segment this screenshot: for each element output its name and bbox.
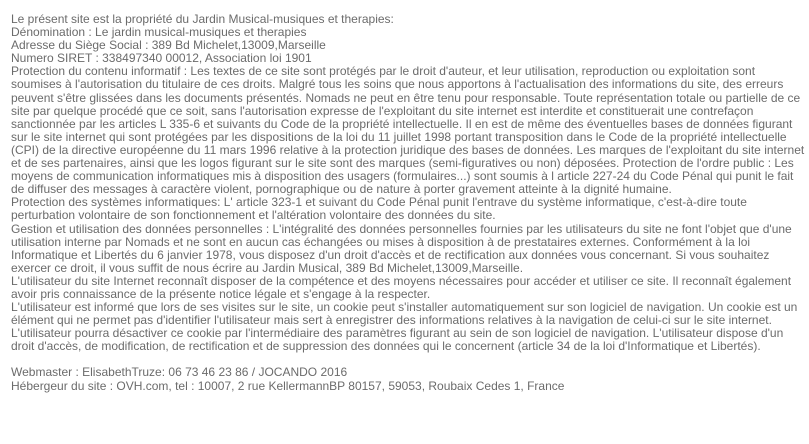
- user-acknowledgement-paragraph: L'utilisateur du site Internet reconnaît disposer de la compétence et des moyens nécessaires pour accéder et utiliser ce site. Il reconnaît également avoir pris connaissance de la présente notice légale et s'engage à la respecter.: [11, 273, 792, 301]
- legal-notice: [11, 13, 807, 393]
- intro-line: Le présent site est la propriété du Jardin Musical-musiques et therapies:: [11, 12, 394, 26]
- content-protection-paragraph: Protection du contenu informatif : Les textes de ce site sont protégés par le droit d'auteur, et leur utilisation, reproduction ou exploitation sont soumises à l'autorisation du titulaire de ces droits. Malgré tous les soins que nous apportons à l'actualisation des informations du site, des erreurs peuvent s'être glissées dans les documents présentés. Nomads ne peut en être tenu pour responsable. Toute représentation totale ou partielle de ce site par quelque procédé que ce soit, sans l'autorisation expresse de l'exploitant du site internet est interdite et constituerait une contrefaçon sanctionnée par les articles L 335-6 et suivants du Code de la propriété intellectuelle. Il en est de même des éventuelles bases de données figurant sur le site internet qui sont protégées par les dispositions de la loi du 11 juillet 1998 portant transposition dans le Code de la propriété intellectuelle (CPI) de la directive européenne du 11 mars 1996 relative à la protection juridique des bases de données. Les marques de l'exploitant du site internet et de ses partenaires, ainsi que les logos figurant sur le site sont des marques (semi-figuratives ou non) déposées. Protection de l'ordre public : Les moyens de communication informatiques mis à disposition des usagers (formulaires...) sont soumis à l article 227-24 du Code Pénal qui punit le fait de diffuser des messages à caractère violent, pornographique ou de nature à porter gravement atteinte à la dignité humaine.: [11, 64, 805, 197]
- address-line: Adresse du Siège Social : 389 Bd Michelet,13009,Marseille: [11, 38, 326, 53]
- siret-line: Numero SIRET : 338497340 00012, Association loi 1901: [11, 51, 312, 66]
- cookie-disable-paragraph: L'utilisateur pourra désactiver ce cookie par l'intermédiaire des paramètres figurant au sein de son logiciel de navigation. L'utilisateur dispose d'un droit d'accès, de modification, de rectification et de suppression des données qui le concernent (article 34 de la loi d'Informatique et Libertés).: [11, 326, 784, 354]
- personal-data-paragraph: Gestion et utilisation des données personnelles : L'intégralité des données personnelles fournies par les utilisateurs du site ne font l'objet que d'une utilisation interne par Nomads et ne sont en aucun cas échangées ou mises à disposition à de prestataires externes. Conformément à la loi Informatique et Libertés du 6 janvier 1978, vous disposez d'un droit d'accès et de rectification aux données vous concernant. Si vous souhaitez exercer ce droit, il vous suffit de nous écrire au Jardin Musical, 389 Bd Michelet,13009,Marseille.: [11, 221, 792, 275]
- denomination-line: Dénomination : Le jardin musical-musiques et therapies: [11, 25, 307, 40]
- cookie-info-paragraph: L'utilisateur est informé que lors de ses visites sur le site, un cookie peut s'installer automatiquement sur son logiciel de navigation. Un cookie est un élément qui ne permet pas d'identifier l'utilisateur mais sert à enregistrer des informations relatives à la navigation de celui-ci sur le site internet.: [11, 300, 798, 328]
- systems-protection-paragraph: Protection des systèmes informatiques: L' article 323-1 et suivant du Code Pénal punit l'entrave du système informatique, c'est-à-dire toute perturbation volontaire de son fonctionnement et l'altération volontaire des données du site.: [11, 195, 747, 223]
- host-line: Hébergeur du site : OVH.com, tel : 10007, 2 rue KellermannBP 80157, 59053, Roubaix Cedes 1, France: [11, 378, 565, 393]
- webmaster-line: Webmaster : ElisabethTruze: 06 73 46 23 86 / JOCANDO 2016: [11, 365, 348, 380]
